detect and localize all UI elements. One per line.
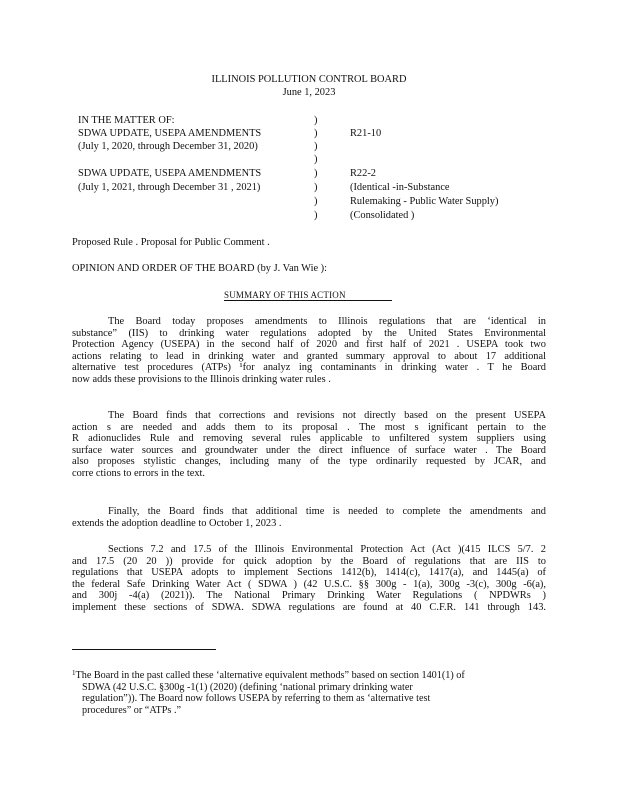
caption-matter: IN THE MATTER OF: [78, 115, 175, 126]
footnote-line: regulation”)). The Board now follows USEPA by referring to them as ‘alternative test [82, 693, 431, 705]
caption-paren: ) [314, 128, 318, 139]
caption-left-row: (July 1, 2020, through December 31, 2020) [78, 141, 258, 152]
caption-paren: ) [314, 115, 318, 126]
paragraph-line: The Board finds that corrections and revisions not directly based on the present USEPA [108, 410, 546, 421]
paragraph-line: substance” (IIS) to drinking water regulations adopted by the United States Environmental [72, 327, 546, 339]
paragraph-line: and 300j -4(a) (2021)). The National Primary Drinking Water Regulations ( NPDWRs ) [72, 590, 546, 602]
document-date: June 1, 2023 [282, 87, 336, 98]
summary-heading-underline [224, 300, 392, 301]
paragraph-line: corre ctions to errors in the text. [72, 467, 206, 479]
paragraph-line: actions relating to lead in drinking water and granted summary approval to about 17 additional [72, 350, 546, 362]
paragraph-line: also proposes stylistic changes, including many of the type ordinarily requested by JCAR, and [72, 456, 546, 468]
caption-paren: ) [314, 210, 318, 221]
body-paragraph [72, 544, 546, 614]
paragraph-line: Sections 7.2 and 17.5 of the Illinois Environmental Protection Act (Act )(415 ILCS 5/7. 2 [108, 544, 546, 555]
caption-paren: ) [314, 182, 318, 193]
paragraph-line: regulations that USEPA adopts to implement Sections 1412(b), 1414(c), 1417(a), and 1445(a) of [72, 567, 546, 579]
caption-paren: ) [314, 154, 318, 165]
body-paragraph [72, 506, 546, 529]
caption-left-row: (July 1, 2021, through December 31 , 2021) [78, 182, 261, 193]
paragraph-line: surface water sources and groundwater under the direct influence of surface water . The Board [72, 444, 546, 456]
docket-description: (Identical -in-Substance [350, 182, 450, 193]
docket-description: (Consolidated ) [350, 210, 415, 221]
paragraph-line: Finally, the Board finds that additional time is needed to complete the amendments and [108, 506, 546, 517]
caption-paren: ) [314, 141, 318, 152]
footnote [72, 670, 546, 716]
paragraph-line: The Board today proposes amendments to Illinois regulations that are ‘identical in [108, 316, 546, 327]
opinion-line: OPINION AND ORDER OF THE BOARD (by J. Van Wie ): [72, 263, 328, 274]
footnote-line: SDWA (42 U.S.C. §300g -1(1) (2020) (defining ‘national primary drinking water [82, 681, 413, 693]
caption-left-row: SDWA UPDATE, USEPA AMENDMENTS [78, 128, 262, 139]
paragraph-line: alternative test procedures (ATPs) ¹for analyz ing contaminants in drinking water . T he Board [72, 362, 546, 374]
docket-number: R22-2 [350, 168, 376, 179]
body-paragraph [72, 316, 546, 386]
caption-paren: ) [314, 168, 318, 179]
caption-paren: ) [314, 196, 318, 207]
docket-description: Rulemaking - Public Water Supply) [350, 196, 499, 207]
docket-number: R21-10 [350, 128, 382, 139]
footnote-separator [72, 649, 216, 650]
board-title: ILLINOIS POLLUTION CONTROL BOARD [211, 74, 407, 85]
paragraph-line: R adionuclides Rule and removing several rules applicable to unfiltered system suppliers using [72, 433, 546, 445]
summary-heading: SUMMARY OF THIS ACTION [224, 290, 346, 300]
body-paragraph [72, 410, 546, 480]
paragraph-line: action s are needed and adds them to its proposal . The most s ignificant pertain to the [72, 421, 546, 433]
proposal-line: Proposed Rule . Proposal for Public Comment . [72, 237, 270, 248]
paragraph-line: now adds these provisions to the Illinois drinking water rules . [72, 373, 331, 385]
paragraph-line: and 17.5 (20 20 )) provide for quick adoption by the Board of regulations that are IIS to [72, 555, 546, 567]
footnote-marker: 1 [72, 669, 76, 677]
paragraph-line: Protection Agency (USEPA) in the second half of 2020 and first half of 2021 . USEPA took two [72, 339, 546, 351]
footnote-line: procedures” or “ATPs .” [82, 704, 182, 716]
paragraph-line: extends the adoption deadline to October 1, 2023 . [72, 517, 282, 529]
caption-left-row: SDWA UPDATE, USEPA AMENDMENTS [78, 168, 262, 179]
paragraph-line: implement these sections of SDWA. SDWA regulations are found at 40 C.F.R. 141 through 143. [72, 601, 546, 613]
paragraph-line: the federal Safe Drinking Water Act ( SDWA ) (42 U.S.C. §§ 300g - 1(a), 300g -3(c), 300g -6(a), [72, 578, 546, 590]
footnote-text: The Board in the past called these ‘alternative equivalent methods” based on section 1401(1) of [75, 670, 465, 681]
footnote-line [72, 670, 546, 682]
